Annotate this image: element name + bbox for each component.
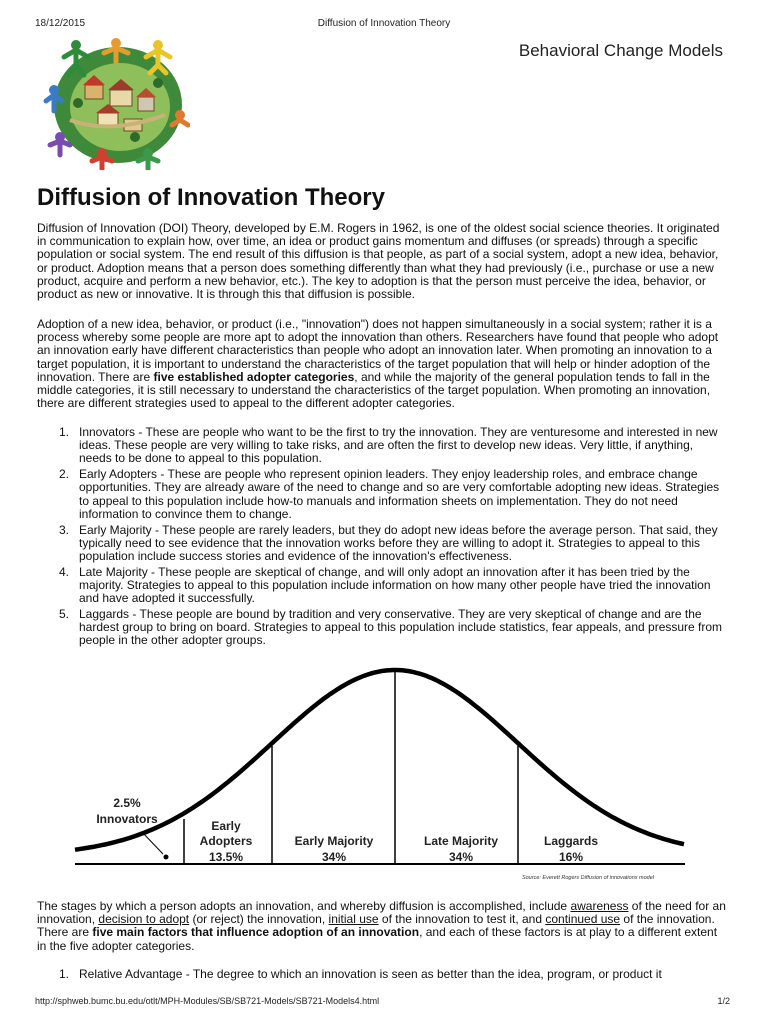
stages-text-5: of the innovation. There are <box>37 912 715 940</box>
list-item-text: Innovators - These are people who want to be the first to try the innovation. They are venturesome and interested in new ideas. These people are very willing to take risks, and are often the first to develop new ideas. Very little, if anything, needs to be done to appeal to this population. <box>79 425 718 466</box>
innovators-label: Innovators <box>96 812 158 826</box>
adoption-text-1: Adoption of a new idea, behavior, or product (i.e., "innovation") does not happen simultaneously in a social system; rather it is a process whereby some people are more apt to adopt the innovation than others. Researchers have found that people who adopt an innovation early have different characteristics than people who adopt an innovation later. When promoting an innovation to a target population, it is important to understand the characteristics of the target population that will help or hinder adoption of the innovation. There are <box>37 317 719 384</box>
list-item <box>37 524 727 564</box>
stage-awareness: awareness <box>570 899 629 913</box>
early-adopters-label-1: Early <box>211 819 241 833</box>
stage-decision: decision to adopt <box>98 912 190 927</box>
laggards-percent: 16% <box>558 850 584 864</box>
list-item-text: Late Majority - These people are skeptical of change, and will only adopt an innovation after it has been tried by the majority. Strategies to appeal to this population include information on how many other people have tried the innovation and have adopted it successfully. <box>79 564 711 606</box>
innovators-percent: 2.5% <box>113 796 141 810</box>
list-item-text: Laggards - These people are bound by tradition and very conservative. They are very skeptical of change and are the hardest group to bring on board. Strategies to appeal to this population include statistics, fear appeals, and pressure from people in the other adopter groups. <box>79 607 723 648</box>
adoption-text-2: , and while the majority of the general population tends to fall in the middle categories, it is still necessary to understand the characteristics of the target population. When promoting an innovation, there are different strategies used to appeal to the different adopter categories. <box>37 369 711 411</box>
stage-continued-use: continued use <box>545 912 621 927</box>
stage-initial-use: initial use <box>328 912 379 927</box>
stages-text-3: (or reject) the innovation, <box>189 912 329 927</box>
site-heading: Behavioral Change Models <box>518 41 723 60</box>
early-majority-label: Early Majority <box>294 834 374 848</box>
innovators-pointer <box>142 832 163 854</box>
innovators-dot <box>164 855 169 860</box>
stages-bold: five main factors that influence adoption of an innovation <box>92 925 420 940</box>
late-majority-label: Late Majority <box>423 834 499 848</box>
bell-curve <box>75 670 684 850</box>
adopter-categories-list <box>37 426 727 650</box>
print-title: Diffusion of Innovation Theory <box>317 18 451 29</box>
adoption-bold: five established adopter categories <box>153 369 355 384</box>
list-number: 3. <box>59 522 70 537</box>
list-item <box>37 608 727 648</box>
community-logo-image <box>40 35 190 170</box>
list-number: 5. <box>59 607 70 622</box>
early-adopters-label-2: Adopters <box>199 834 253 848</box>
adoption-paragraph <box>37 318 727 410</box>
footer-page-number: 1/2 <box>717 996 730 1006</box>
stages-text-1: The stages by which a person adopts an innovation, and whereby diffusion is accomplished, include <box>37 899 571 913</box>
stages-text-2: of the need for an innovation, <box>37 899 726 927</box>
list-item-text: Early Majority - These people are rarely leaders, but they do adopt new ideas before the average person. That said, they typically need to see evidence that the innovation works before they are willing to adopt it. Strategies to appeal to this population include success stories and evidence of the innovation's effectiveness. <box>79 522 718 564</box>
list-item-text: Relative Advantage - The degree to which an innovation is seen as better than the idea, program, or product it <box>79 967 662 981</box>
print-date: 18/12/2015 <box>35 18 86 29</box>
factors-list <box>37 968 727 984</box>
early-adopters-percent: 13.5% <box>208 850 244 864</box>
list-item <box>37 968 727 981</box>
list-number: 1. <box>59 425 70 439</box>
laggards-label: Laggards <box>543 834 599 848</box>
late-majority-percent: 34% <box>448 850 474 864</box>
intro-paragraph: Diffusion of Innovation (DOI) Theory, developed by E.M. Rogers in 1962, is one of the oldest social science theories. It originated in communication to explain how, over time, an idea or product gains momentum and diffuses (or spreads) through a specific population or social system. The end result of this diffusion is that people, as part of a social system, adopt a new idea, behavior, or product. Adoption means that a person does something differently than what they had previously (i.e., purchase or use a new product, acquire and perform a new behavior, etc.). The key to adoption is that the person must perceive the idea, behavior, or product as new or innovative. It is through this that diffusion is possible. <box>37 221 720 302</box>
stages-paragraph <box>37 900 727 953</box>
diffusion-curve-figure <box>70 664 690 886</box>
stages-text-6: , and each of these factors is at play to a different extent in the five adopter categories. <box>37 925 718 953</box>
list-number: 4. <box>59 564 70 579</box>
early-majority-percent: 34% <box>321 850 347 864</box>
page-title: Diffusion of Innovation Theory <box>37 184 385 211</box>
list-number: 2. <box>59 467 70 482</box>
footer-url: http://sphweb.bumc.bu.edu/otlt/MPH-Modules/SB/SB721-Models/SB721-Models4.html <box>35 996 380 1006</box>
list-number: 1. <box>59 967 70 981</box>
list-item-text: Early Adopters - These are people who represent opinion leaders. They enjoy leadership roles, and embrace change opportunities. They are already aware of the need to change and so are very comfortable adopting new ideas. Strategies to appeal to this population include how-to manuals and information sheets on implementation. They do not need information to convince them to change. <box>79 467 720 521</box>
stages-text-4: of the innovation to test it, and <box>378 912 546 927</box>
list-item <box>37 566 727 606</box>
figure-source: Source: Everett Rogers Diffusion of innovations model <box>521 875 655 881</box>
list-item <box>37 426 727 466</box>
list-item <box>37 468 727 521</box>
